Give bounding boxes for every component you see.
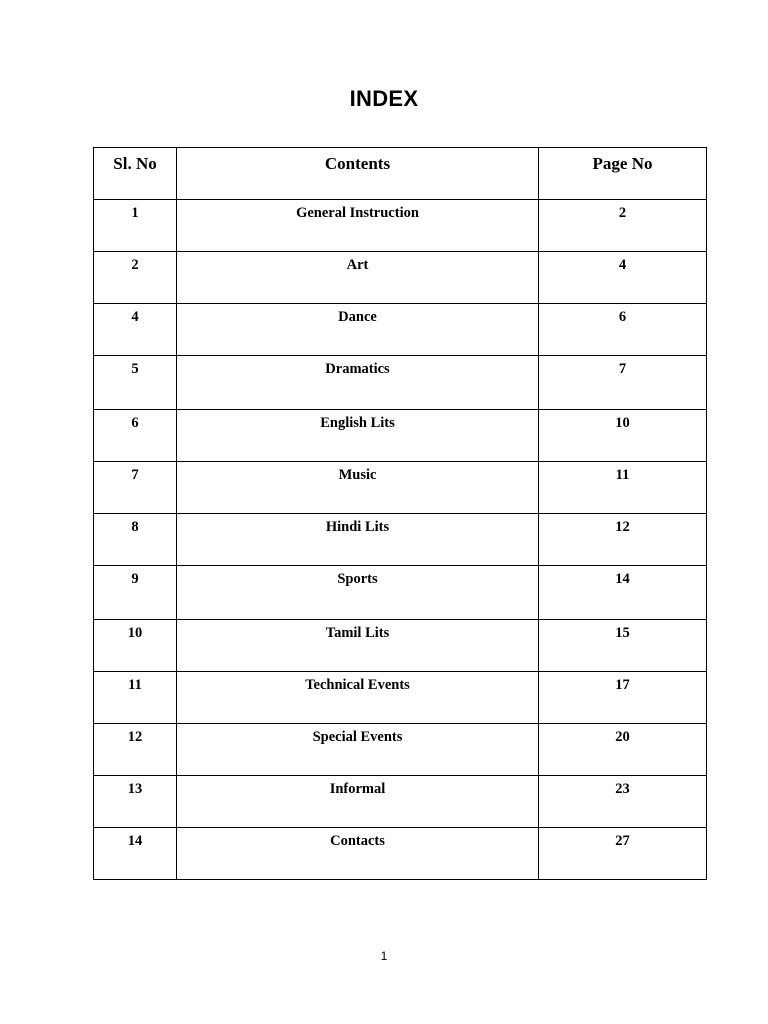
cell-sl-no: 4 (94, 304, 177, 356)
cell-contents: Art (177, 252, 539, 304)
cell-page-no: 23 (539, 776, 707, 828)
cell-contents: Tamil Lits (177, 620, 539, 672)
cell-contents: Hindi Lits (177, 514, 539, 566)
cell-sl-no: 11 (94, 672, 177, 724)
cell-contents: Special Events (177, 724, 539, 776)
cell-page-no: 20 (539, 724, 707, 776)
cell-contents: Dance (177, 304, 539, 356)
cell-sl-no: 13 (94, 776, 177, 828)
cell-page-no: 11 (539, 462, 707, 514)
cell-contents: Informal (177, 776, 539, 828)
cell-page-no: 12 (539, 514, 707, 566)
cell-sl-no: 2 (94, 252, 177, 304)
cell-sl-no: 7 (94, 462, 177, 514)
cell-page-no: 14 (539, 566, 707, 620)
cell-contents: General Instruction (177, 200, 539, 252)
cell-contents: Sports (177, 566, 539, 620)
cell-sl-no: 9 (94, 566, 177, 620)
cell-sl-no: 10 (94, 620, 177, 672)
cell-page-no: 27 (539, 828, 707, 880)
header-contents: Contents (177, 148, 539, 200)
table-row (94, 410, 707, 462)
cell-page-no: 10 (539, 410, 707, 462)
index-table (93, 147, 707, 880)
table-row (94, 304, 707, 356)
cell-page-no: 15 (539, 620, 707, 672)
cell-contents: Music (177, 462, 539, 514)
cell-sl-no: 1 (94, 200, 177, 252)
cell-page-no: 4 (539, 252, 707, 304)
table-row (94, 356, 707, 410)
cell-page-no: 7 (539, 356, 707, 410)
cell-sl-no: 8 (94, 514, 177, 566)
cell-contents: Dramatics (177, 356, 539, 410)
cell-page-no: 6 (539, 304, 707, 356)
table-row (94, 724, 707, 776)
table-row (94, 566, 707, 620)
table-row (94, 252, 707, 304)
table-row (94, 776, 707, 828)
cell-contents: English Lits (177, 410, 539, 462)
header-page-no: Page No (539, 148, 707, 200)
table-row (94, 200, 707, 252)
cell-contents: Contacts (177, 828, 539, 880)
cell-page-no: 17 (539, 672, 707, 724)
page-title: INDEX (349, 86, 419, 111)
header-sl-no: Sl. No (94, 148, 177, 200)
table-row (94, 514, 707, 566)
cell-sl-no: 12 (94, 724, 177, 776)
cell-page-no: 2 (539, 200, 707, 252)
table-row (94, 462, 707, 514)
cell-sl-no: 5 (94, 356, 177, 410)
table-row (94, 828, 707, 880)
table-row (94, 672, 707, 724)
table-header-row (94, 148, 707, 200)
cell-contents: Technical Events (177, 672, 539, 724)
table-row (94, 620, 707, 672)
page-number: 1 (380, 949, 388, 963)
cell-sl-no: 14 (94, 828, 177, 880)
cell-sl-no: 6 (94, 410, 177, 462)
